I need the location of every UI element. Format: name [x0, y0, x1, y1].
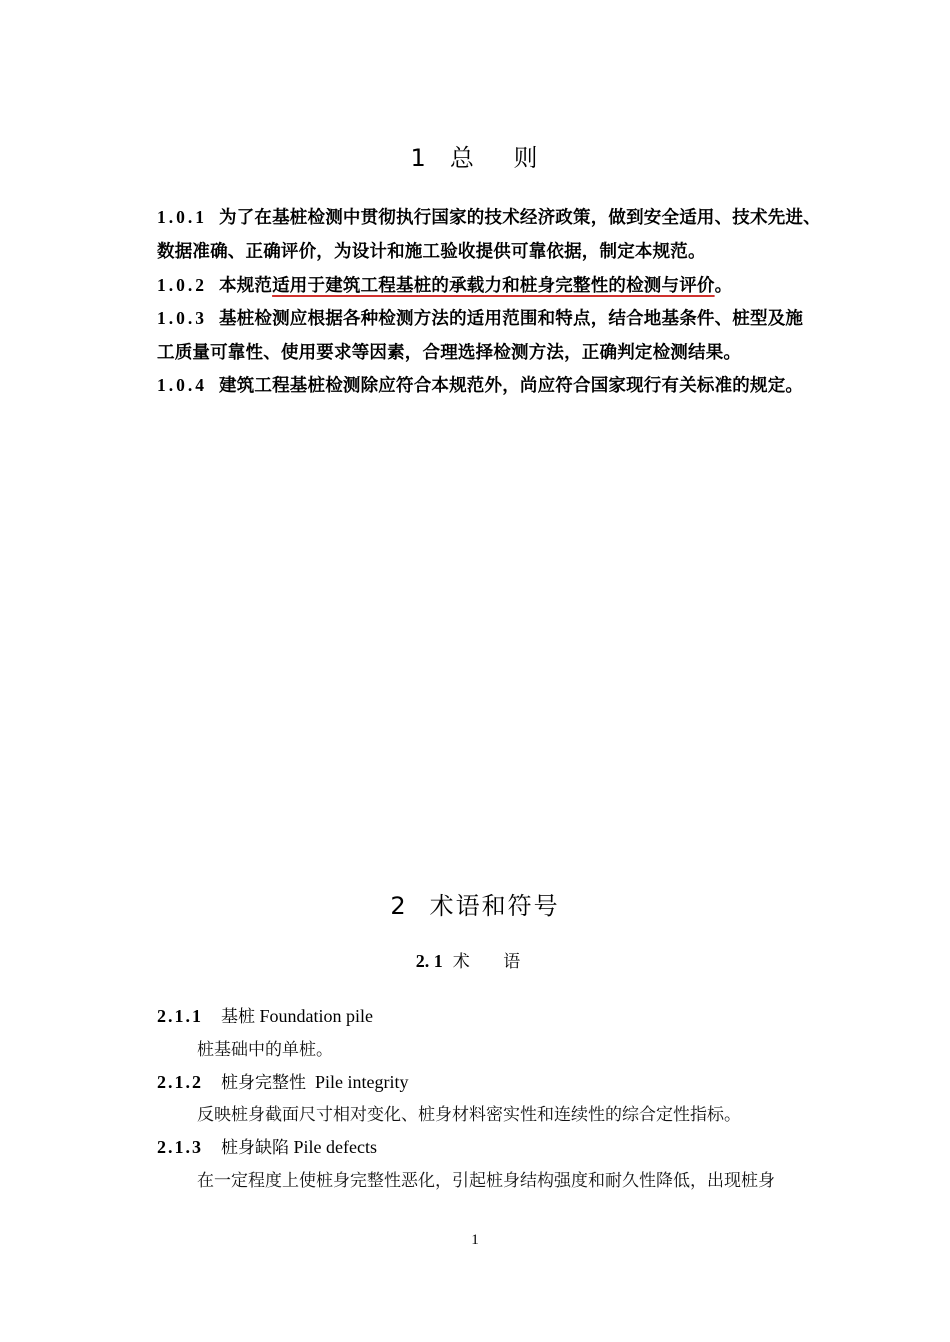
section-number: 2. 1 [415, 951, 443, 971]
page-number: 1 [471, 1232, 479, 1248]
section-heading: 术 语 [452, 952, 535, 972]
clause-1-0-4 [157, 368, 857, 403]
term-name-en: Pile defects [293, 1137, 377, 1157]
clause-text-underlined: 适用于建筑工程基桩的承载力和桩身完整性的检测与评价 [272, 276, 715, 296]
term-definition: 反映桩身截面尺寸相对变化、桩身材料密实性和连续性的综合定性指标。 [197, 1105, 741, 1125]
term-2-1-3 [157, 1132, 857, 1163]
chapter-1-title [0, 138, 950, 173]
clause-1-0-2 [157, 268, 857, 303]
chapter-1-number: 1 [410, 144, 428, 172]
clause-text-continued: 工质量可靠性、使用要求等因素，合理选择检测方法，正确判定检测结果。 [157, 343, 742, 363]
clause-1-0-1 [157, 200, 857, 269]
clause-text: 建筑工程基桩检测除应符合本规范外，尚应符合国家现行有关标准的规定。 [219, 376, 804, 396]
clause-text-prefix: 本规范 [219, 276, 273, 296]
chapter-2-heading: 术语和符号 [429, 892, 560, 920]
term-name-cn: 基桩 [221, 1007, 255, 1027]
clause-text: 基桩检测应根据各种检测方法的适用范围和特点，结合地基条件、桩型及施 [219, 309, 804, 329]
term-2-1-2 [157, 1067, 857, 1098]
term-name-cn: 桩身缺陷 [221, 1138, 289, 1158]
clause-1-0-3 [157, 301, 857, 370]
term-number: 2.1.2 [157, 1072, 203, 1092]
term-definition: 在一定程度上使桩身完整性恶化，引起桩身结构强度和耐久性降低，出现桩身 [197, 1171, 775, 1191]
term-name-en: Foundation pile [259, 1006, 373, 1026]
clause-text: 为了在基桩检测中贯彻执行国家的技术经济政策，做到安全适用、技术先进、 [219, 208, 821, 228]
clause-number: 1.0.1 [157, 207, 207, 227]
chapter-2-title [0, 886, 950, 921]
clause-number: 1.0.2 [157, 275, 207, 295]
term-name-en: Pile integrity [315, 1072, 409, 1092]
term-number: 2.1.1 [157, 1006, 203, 1026]
section-2-1-title [0, 947, 950, 972]
term-2-1-1 [157, 1001, 857, 1032]
clause-number: 1.0.3 [157, 308, 207, 328]
term-number: 2.1.3 [157, 1137, 203, 1157]
term-name-cn: 桩身完整性 [221, 1073, 306, 1093]
clause-number: 1.0.4 [157, 375, 207, 395]
term-definition: 桩基础中的单桩。 [197, 1040, 333, 1060]
clause-text-suffix: 。 [714, 276, 733, 296]
chapter-1-heading: 总 则 [449, 144, 540, 172]
clause-text-continued: 数据准确、正确评价，为设计和施工验收提供可靠依据，制定本规范。 [157, 242, 706, 262]
chapter-2-number: 2 [390, 892, 408, 920]
